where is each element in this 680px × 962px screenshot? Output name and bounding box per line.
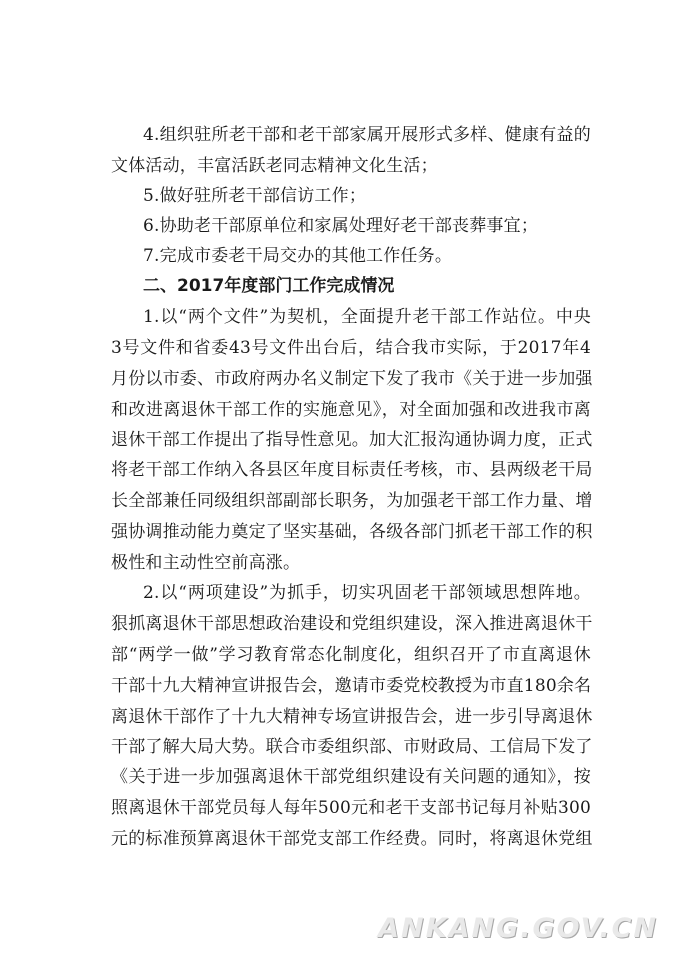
point2-line-1: 2.以“两项建设”为抓手，切实巩固老干部领域思想阵地。 bbox=[143, 583, 591, 603]
point1-line-5: 退休干部工作提出了指导性意见。加大汇报沟通协调力度，正式 bbox=[111, 430, 593, 450]
point1-line-9: 极性和主动性空前高涨。 bbox=[111, 553, 301, 573]
point1-line-4: 和改进离退休干部工作的实施意见》，对全面加强和改进我市离 bbox=[111, 400, 591, 420]
point2-line-3: 部“两学一做”学习教育常态化制度化，组织召开了市直离退休 bbox=[111, 645, 591, 665]
point1-line-1: 1.以“两个文件”为契机，全面提升老干部工作站位。中央 bbox=[143, 307, 591, 327]
point2-line-2: 狠抓离退休干部思想政治建设和党组织建设，深入推进离退休干 bbox=[111, 614, 593, 634]
item6-text: 6.协助老干部原单位和家属处理好老干部丧葬事宜； bbox=[143, 216, 539, 236]
point1-line-6: 将老干部工作纳入各县区年度目标责任考核，市、县两级老干局 bbox=[111, 460, 593, 480]
point1-line-7: 长全部兼任同级组织部副部长职务，为加强老干部工作力量、增 bbox=[111, 491, 593, 511]
point1-line-3: 月份以市委、市政府两办名义制定下发了我市《关于进一步加强 bbox=[111, 369, 593, 389]
item4-line-1: 4.组织驻所老干部和老干部家属开展形式多样、健康有益的 bbox=[143, 125, 591, 145]
point2-line-7: 《关于进一步加强离退休干部党组织建设有关问题的通知》，按 bbox=[111, 767, 591, 787]
point2-line-8: 照离退休干部党员每人每年500元和老干支部书记每月补贴300 bbox=[111, 798, 591, 818]
site-watermark: ANKANG.GOV.CN bbox=[378, 913, 658, 944]
point2-line-9: 元的标准预算离退休干部党支部工作经费。同时，将离退休党组 bbox=[111, 829, 593, 849]
item5-text: 5.做好驻所老干部信访工作； bbox=[143, 186, 367, 206]
point1-line-8: 强协调推动能力奠定了坚实基础，各级各部门抓老干部工作的积 bbox=[111, 522, 593, 542]
point1-line-2: 3号文件和省委43号文件出台后，结合我市实际，于2017年4 bbox=[111, 338, 591, 358]
point2-line-4: 干部十九大精神宣讲报告会，邀请市委党校教授为市直180余名 bbox=[111, 676, 592, 696]
item7-text: 7.完成市委老干局交办的其他工作任务。 bbox=[143, 246, 453, 266]
section-heading: 二、2017年度部门工作完成情况 bbox=[143, 276, 395, 296]
item4-line-2: 文体活动，丰富活跃老同志精神文化生活； bbox=[111, 156, 438, 176]
point2-line-5: 离退休干部作了十九大精神专场宣讲报告会，进一步引导离退休 bbox=[111, 707, 593, 727]
point2-line-6: 干部了解大局大势。联合市委组织部、市财政局、工信局下发了 bbox=[111, 737, 593, 757]
